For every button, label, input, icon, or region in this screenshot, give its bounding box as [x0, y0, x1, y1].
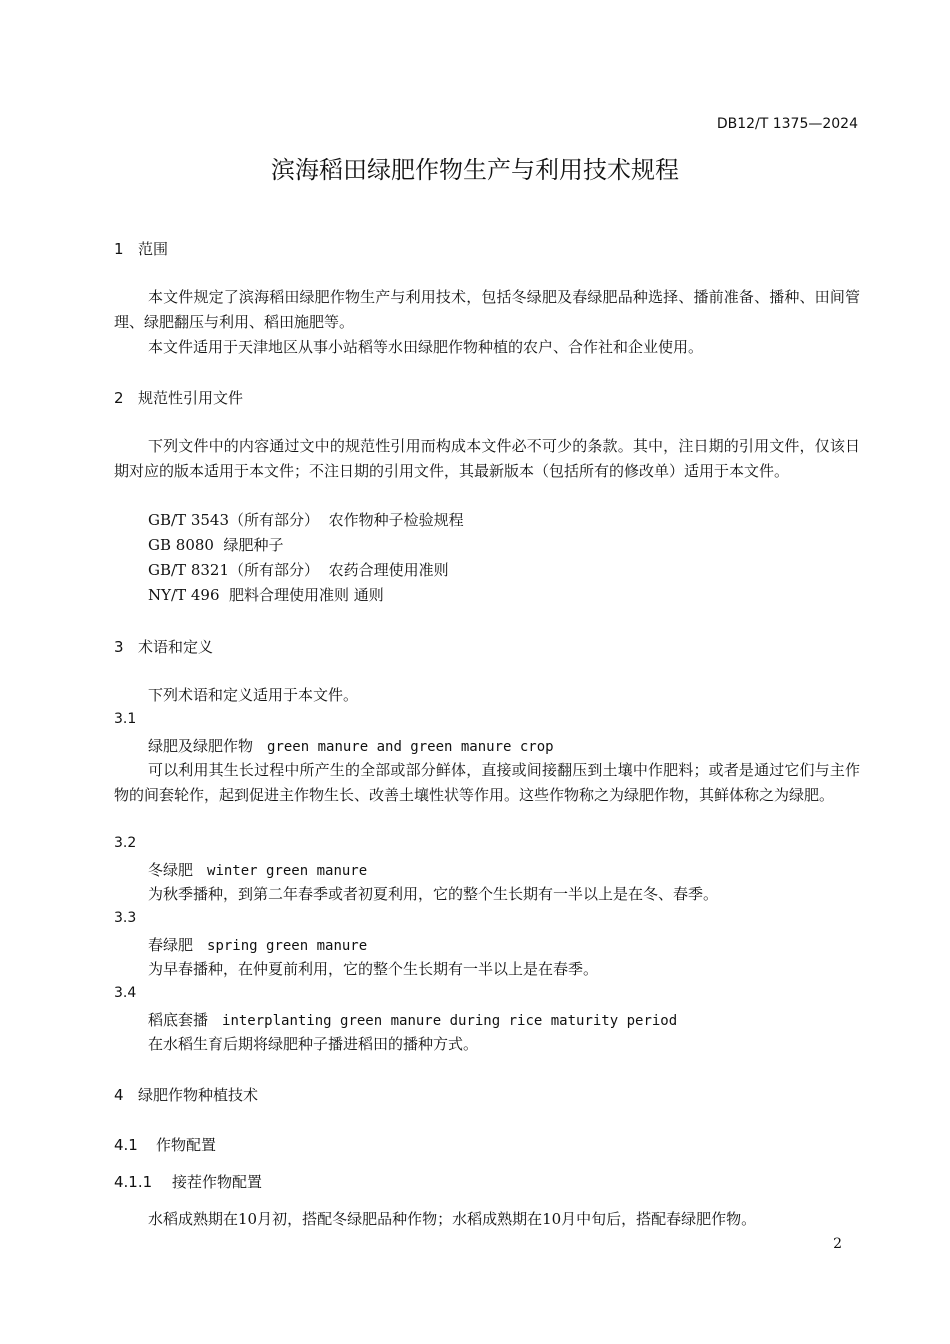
section-2-heading	[114, 387, 243, 408]
section-number: 4	[114, 1086, 124, 1104]
section-4-1-1-paragraph-1: 水稻成熟期在10月初，搭配冬绿肥品种作物；水稻成熟期在10月中旬后，搭配春绿肥作物。	[148, 1210, 757, 1228]
term-number: 3.2	[114, 835, 137, 851]
section-title: 术语和定义	[138, 638, 214, 656]
reference-code: GB 8080	[148, 536, 214, 554]
term-chinese: 稻底套播	[148, 1011, 209, 1029]
term-heading	[148, 735, 554, 756]
section-3-paragraph-1: 下列术语和定义适用于本文件。	[148, 686, 359, 704]
section-title: 接茬作物配置	[172, 1173, 263, 1191]
term-heading	[148, 1009, 677, 1030]
section-number: 2	[114, 389, 124, 407]
section-4-1-1-heading	[114, 1171, 262, 1192]
term-definition: 为秋季播种，到第二年春季或者初夏利用，它的整个生长期有一半以上是在冬、春季。	[148, 885, 719, 903]
section-title: 范围	[138, 240, 169, 258]
section-3-heading	[114, 636, 213, 657]
reference-code: GB/T 3543（所有部分）	[148, 511, 320, 529]
term-english: interplanting green manure during rice maturity period	[222, 1013, 678, 1029]
section-1-heading	[114, 238, 168, 259]
section-title: 规范性引用文件	[138, 389, 244, 407]
section-4-heading	[114, 1084, 258, 1105]
term-definition: 为早春播种，在仲夏前利用，它的整个生长期有一半以上是在春季。	[148, 960, 599, 978]
document-number: DB12/T 1375—2024	[716, 116, 858, 132]
section-1-paragraph-2: 本文件适用于天津地区从事小站稻等水田绿肥作物种植的农户、合作社和企业使用。	[148, 338, 704, 356]
term-english: spring green manure	[207, 938, 368, 954]
section-2-paragraph-1: 下列文件中的内容通过文中的规范性引用而构成本文件必不可少的条款。其中，注日期的引用文件，仅该日期对应的版本适用于本文件；不注日期的引用文件，其最新版本（包括所有的修改单）适用于本文件。	[114, 437, 860, 480]
term-english: winter green manure	[207, 863, 368, 879]
term-number: 3.4	[114, 985, 137, 1001]
term-chinese: 绿肥及绿肥作物	[148, 737, 254, 755]
reference-item	[148, 534, 284, 555]
reference-name: 农作物种子检验规程	[328, 511, 464, 529]
term-number: 3.3	[114, 910, 137, 926]
reference-name: 肥料合理使用准则 通则	[229, 586, 384, 604]
term-heading	[148, 934, 367, 955]
term-english: green manure and green manure crop	[267, 739, 554, 755]
section-title: 作物配置	[156, 1136, 217, 1154]
term-number: 3.1	[114, 711, 137, 727]
reference-name: 绿肥种子	[223, 536, 284, 554]
reference-code: GB/T 8321（所有部分）	[148, 561, 320, 579]
page-number: 2	[833, 1236, 842, 1252]
section-number: 4.1.1	[114, 1173, 153, 1191]
reference-code: NY/T 496	[148, 586, 220, 604]
reference-item	[148, 559, 449, 580]
section-number: 1	[114, 240, 124, 258]
term-definition: 可以利用其生长过程中所产生的全部或部分鲜体，直接或间接翻压到土壤中作肥料；或者是通过它们与主作物的间套轮作，起到促进主作物生长、改善土壤性状等作用。这些作物称之为绿肥作物，其鲜体称之为绿肥。	[114, 761, 860, 804]
section-4-1-heading	[114, 1134, 216, 1155]
term-heading	[148, 859, 367, 880]
reference-item	[148, 509, 464, 530]
section-number: 4.1	[114, 1136, 138, 1154]
section-number: 3	[114, 638, 124, 656]
term-definition: 在水稻生育后期将绿肥种子播进稻田的播种方式。	[148, 1035, 479, 1053]
term-chinese: 冬绿肥	[148, 861, 194, 879]
section-1-paragraph-1: 本文件规定了滨海稻田绿肥作物生产与利用技术，包括冬绿肥及春绿肥品种选择、播前准备、播种、田间管理、绿肥翻压与利用、稻田施肥等。	[114, 288, 860, 331]
section-title: 绿肥作物种植技术	[138, 1086, 259, 1104]
reference-item	[148, 584, 384, 605]
term-chinese: 春绿肥	[148, 936, 194, 954]
page-title: 滨海稻田绿肥作物生产与利用技术规程	[271, 156, 679, 184]
reference-name: 农药合理使用准则	[328, 561, 449, 579]
